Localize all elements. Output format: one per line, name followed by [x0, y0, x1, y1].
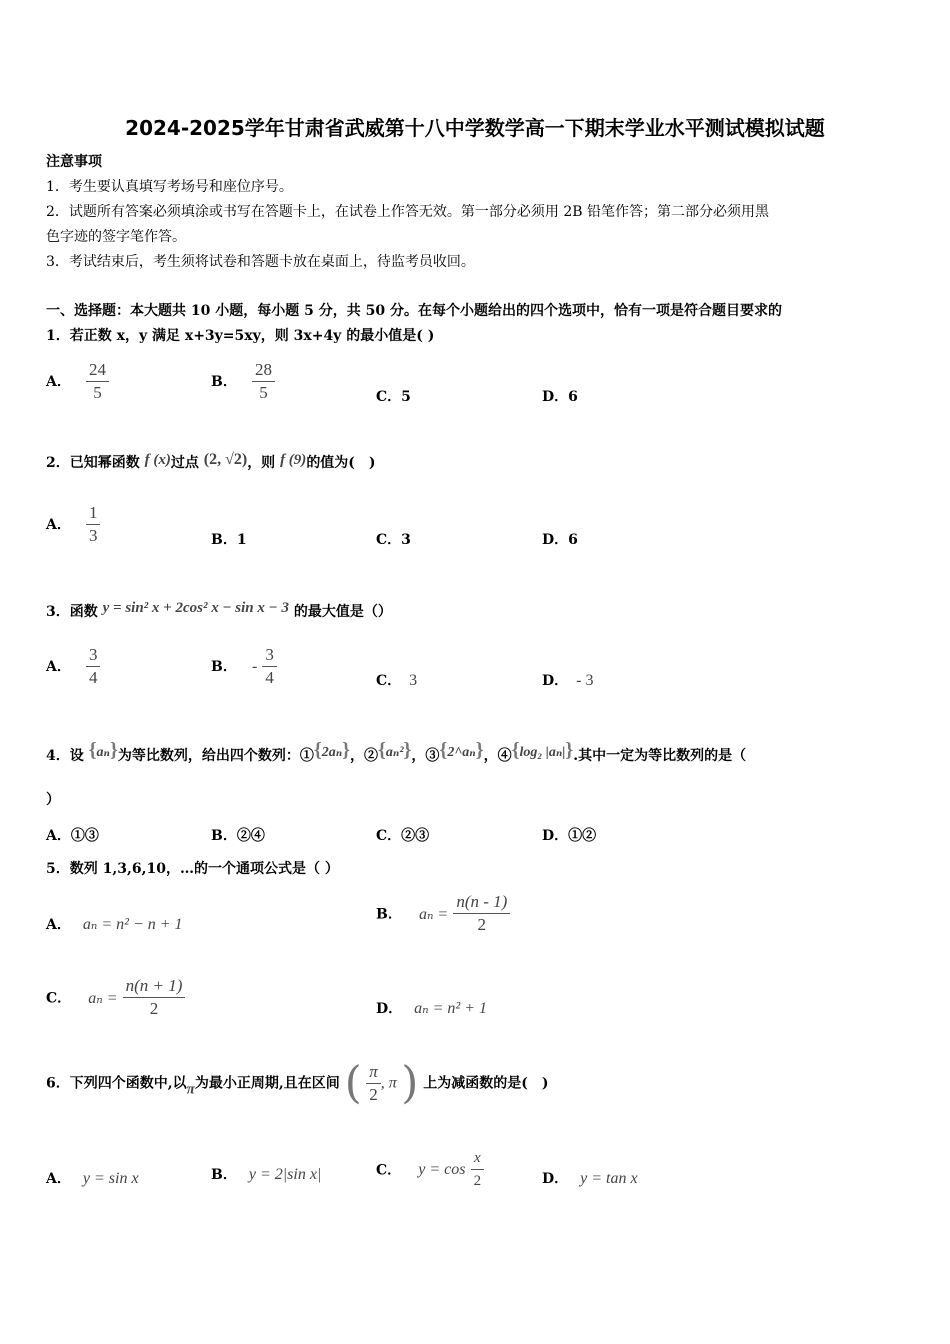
- denominator: 5: [93, 383, 102, 402]
- q5-option-a: [46, 914, 183, 934]
- brace-open: {: [88, 739, 97, 761]
- q6-option-c-lhs: y = cos: [418, 1160, 466, 1178]
- q6-option-a: [46, 1168, 139, 1188]
- numerator: 24: [86, 360, 109, 382]
- denominator: 3: [88, 526, 98, 545]
- q4-option-c: [376, 825, 429, 845]
- q6-option-a-label: A．: [46, 1171, 71, 1187]
- q4-seq1-text: 2aₙ: [321, 745, 343, 760]
- q2-option-c: [376, 529, 411, 549]
- q4-option-d-value: ①②: [568, 828, 597, 844]
- q1-option-a-label: A．: [46, 374, 71, 390]
- q6-interval-fraction: [366, 1062, 381, 1105]
- q2-text-mid2: ，则: [247, 455, 276, 471]
- q3-option-c-value: 3: [409, 672, 418, 689]
- q3-text-post: 的最大值是（）: [293, 604, 392, 620]
- denominator: 2: [473, 1173, 482, 1189]
- page-title: 2024-2025学年甘肃省武威第十八中学数学高一下期末学业水平测试模拟试题: [125, 116, 825, 140]
- q5-option-b-fraction: [453, 892, 510, 935]
- q6-interval-end: , π: [380, 1074, 397, 1092]
- q2-option-b: [211, 529, 247, 549]
- notice-item-2: 2．试题所有答案必须填涂或书写在答题卡上，在试卷上作答无效。第一部分必须用 2B 铅笔作答；第二部分必须用黑: [46, 204, 769, 220]
- q6-option-c-fraction: [471, 1148, 485, 1191]
- q1-option-c-label: C．: [376, 389, 402, 405]
- q5-option-c-label: C．: [46, 990, 72, 1007]
- q1-option-c: [376, 386, 411, 406]
- q4-text-2: ，②: [350, 748, 379, 764]
- q3-option-a-label: A．: [46, 659, 71, 675]
- denominator: 5: [259, 383, 268, 402]
- q5-option-b-lhs: aₙ =: [418, 905, 449, 923]
- q2-option-a: [46, 503, 100, 546]
- notice-item-1: 1．考生要认真填写考场号和座位序号。: [46, 179, 293, 195]
- q4-option-a-value: ①③: [70, 828, 99, 844]
- q1-option-c-value: 5: [401, 389, 411, 405]
- q3-stem: [46, 598, 392, 622]
- q6-text-pre: 6．下列四个函数中,以: [46, 1075, 187, 1092]
- notice-heading: 注意事项: [46, 154, 102, 170]
- q3-option-b: [211, 645, 277, 688]
- q5-option-c-lhs: aₙ =: [88, 989, 118, 1007]
- q5-option-d-label: D．: [376, 1001, 403, 1017]
- q3-option-b-fraction: [262, 645, 277, 688]
- q1-option-a-fraction: [86, 360, 109, 403]
- numerator: n(n + 1): [123, 976, 186, 998]
- q2-option-c-value: 3: [401, 532, 411, 548]
- paren-close: ): [401, 1057, 419, 1109]
- q4-seq4-text: log₂ |aₙ|: [519, 745, 566, 760]
- q3-option-a-fraction: [86, 645, 101, 688]
- q4-text-pre: 4．设: [46, 748, 84, 764]
- q1-option-b: [211, 360, 275, 403]
- q6-option-a-expression: y = sin x: [82, 1170, 139, 1187]
- q3-expression: y = sin² x + 2cos² x − sin x − 3: [102, 600, 289, 616]
- q4-option-d: [542, 825, 596, 845]
- q1-stem: 1．若正数 x，y 满足 x+3y=5xy，则 3x+4y 的最小值是( ): [46, 328, 435, 344]
- numerator: 28: [252, 360, 275, 382]
- q2-option-d-value: 6: [568, 532, 578, 548]
- q4-option-b: [211, 825, 265, 845]
- q1-option-d: [542, 386, 578, 406]
- q4-option-c-value: ②③: [401, 828, 430, 844]
- q4-text-3: ，③: [411, 748, 440, 764]
- q3-option-c-label: C．: [376, 673, 402, 689]
- q4-seq2-text: aₙ²: [385, 745, 404, 760]
- paren-open: (: [344, 1057, 362, 1109]
- q6-interval: [344, 1057, 419, 1109]
- q4-option-a-label: A．: [46, 828, 71, 844]
- q5-option-d: [376, 998, 487, 1018]
- q6-option-b-expression: y = 2|sin x|: [248, 1166, 322, 1183]
- brace-close: }: [565, 739, 574, 761]
- q2-function: f (x): [144, 452, 171, 468]
- q4-seq4: [511, 739, 574, 761]
- q4-option-a: [46, 825, 99, 845]
- q5-stem: 5．数列 1,3,6,10，…的一个通项公式是（ ）: [46, 861, 339, 877]
- q6-option-b-label: B．: [211, 1167, 237, 1183]
- q5-option-a-expression: aₙ = n² − n + 1: [82, 916, 183, 933]
- brace-open: {: [511, 739, 520, 761]
- denominator: 4: [88, 668, 98, 687]
- q4-seq1: [313, 739, 351, 761]
- notice-item-3: 3．考试结束后，考生须将试卷和答题卡放在桌面上，待监考员收回。: [46, 254, 475, 270]
- q4-seq2: [378, 739, 412, 761]
- q3-option-d-value: - 3: [576, 672, 594, 689]
- q4-stem: [46, 740, 746, 766]
- denominator: 4: [265, 668, 274, 687]
- q4-option-b-value: ②④: [236, 828, 265, 844]
- q2-option-a-label: A．: [46, 517, 71, 533]
- q6-pi: π: [186, 1081, 195, 1098]
- q2-option-d-label: D．: [542, 532, 569, 548]
- numerator: 3: [262, 645, 277, 667]
- q6-option-d-expression: y = tan x: [580, 1170, 638, 1187]
- q1-option-b-fraction: [252, 360, 275, 403]
- q4-text-5: .其中一定为等比数列的是（: [573, 748, 747, 764]
- q1-option-d-value: 6: [568, 389, 578, 405]
- q4-sequence: [88, 739, 118, 761]
- brace-close: }: [475, 739, 484, 761]
- q5-option-b: [376, 892, 510, 935]
- q6-text-post: 上为减函数的是( ): [423, 1075, 549, 1092]
- numerator: 1: [86, 503, 101, 525]
- q2-point: (2, √2): [203, 451, 248, 468]
- brace-close: }: [109, 739, 118, 761]
- q4-option-d-label: D．: [542, 828, 569, 844]
- q2-text-pre: 2．已知幂函数: [46, 455, 140, 471]
- q2-f9: f (9): [280, 452, 307, 468]
- q6-option-d-label: D．: [542, 1171, 569, 1187]
- q3-option-b-sign: -: [251, 658, 258, 675]
- q2-option-b-label: B．: [211, 532, 237, 548]
- q4-sequence-text: aₙ: [96, 745, 110, 760]
- q6-option-c-label: C．: [376, 1162, 402, 1179]
- brace-open: {: [378, 739, 386, 761]
- brace-open: {: [439, 739, 448, 761]
- q3-option-d-label: D．: [542, 673, 569, 689]
- q5-option-a-label: A．: [46, 917, 71, 933]
- q5-option-c-fraction: [123, 976, 186, 1019]
- denominator: 2: [369, 1085, 378, 1104]
- q4-text-4: ，④: [483, 748, 512, 764]
- q5-option-c: [46, 976, 185, 1019]
- numerator: x: [471, 1148, 485, 1170]
- denominator: 2: [477, 915, 487, 934]
- denominator: 2: [149, 999, 159, 1018]
- brace-close: }: [403, 739, 412, 761]
- q1-option-a: [46, 360, 109, 403]
- q3-text-pre: 3．函数: [46, 604, 98, 620]
- brace-close: }: [342, 739, 351, 761]
- q1-option-b-label: B．: [211, 374, 237, 390]
- q3-option-a: [46, 645, 100, 688]
- q6-stem: [46, 1057, 549, 1109]
- q2-text-post: 的值为( ): [306, 455, 376, 471]
- notice-item-2-cont: 色字迹的签字笔作答。: [46, 229, 186, 245]
- q4-seq3-text: 2^aₙ: [447, 745, 476, 760]
- q6-option-d: [542, 1168, 638, 1188]
- q4-option-b-label: B．: [211, 828, 237, 844]
- q3-option-d: [542, 670, 593, 690]
- q6-text-mid: 为最小正周期,且在区间: [194, 1075, 340, 1092]
- q6-option-c: [376, 1148, 484, 1191]
- q6-option-b: [211, 1164, 321, 1184]
- q5-option-d-expression: aₙ = n² + 1: [414, 1000, 488, 1017]
- q4-text-1: 为等比数列，给出四个数列：①: [117, 748, 314, 764]
- section-heading: 一、选择题：本大题共 10 小题，每小题 5 分，共 50 分。在每个小题给出的四个选项中，恰有一项是符合题目要求的: [46, 303, 782, 319]
- q2-option-c-label: C．: [376, 532, 402, 548]
- q2-option-b-value: 1: [236, 532, 247, 548]
- q4-stem-close: ）: [46, 792, 60, 808]
- q3-option-c: [376, 670, 417, 690]
- q2-stem: [46, 450, 376, 473]
- numerator: 3: [86, 645, 101, 667]
- brace-open: {: [313, 739, 322, 761]
- q2-text-mid: 过点: [170, 455, 199, 471]
- numerator: n(n - 1): [453, 892, 510, 914]
- q5-option-b-label: B．: [376, 906, 402, 923]
- q2-option-a-fraction: [86, 503, 101, 546]
- q2-option-d: [542, 529, 578, 549]
- q4-option-c-label: C．: [376, 828, 402, 844]
- q3-option-b-label: B．: [211, 659, 237, 675]
- numerator: π: [366, 1062, 381, 1084]
- q4-seq3: [439, 739, 484, 761]
- q1-option-d-label: D．: [542, 389, 569, 405]
